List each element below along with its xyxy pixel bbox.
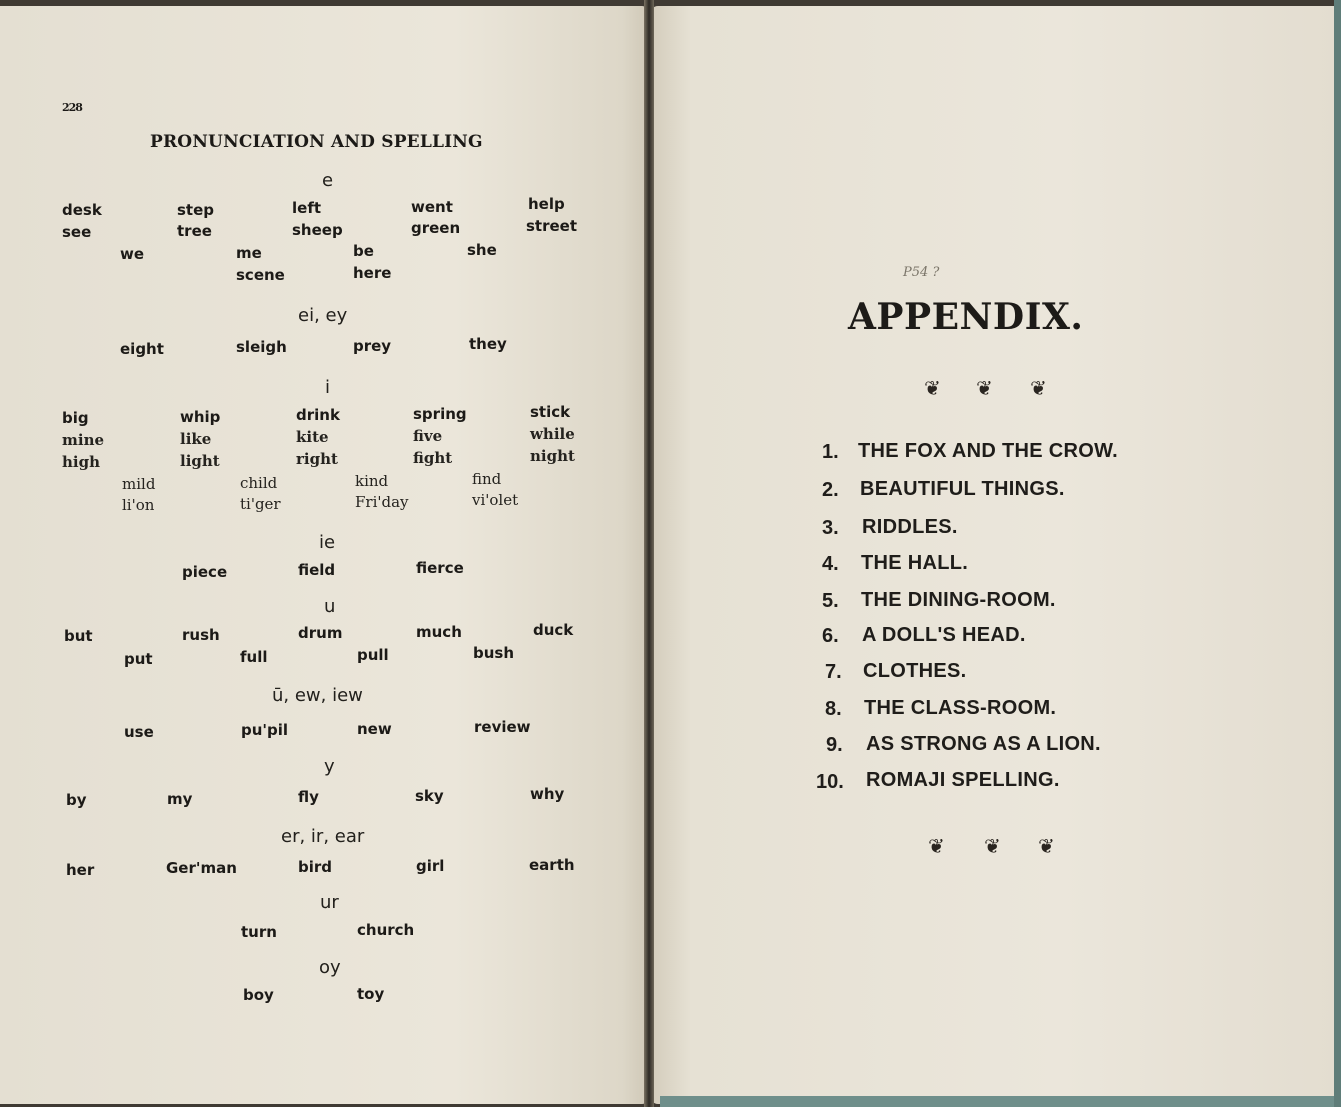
contents-item: THE CLASS-ROOM.: [864, 697, 1057, 719]
word: she: [467, 241, 497, 259]
word: drum: [298, 624, 343, 642]
fleuron-icon: ❦: [924, 376, 941, 400]
word: duck: [533, 621, 574, 639]
section-heading-u-ew-iew: ū, ew, iew: [272, 685, 363, 706]
contents-item: BEAUTIFUL THINGS.: [860, 478, 1065, 500]
word: full: [240, 648, 268, 666]
word: boy: [243, 986, 274, 1004]
word: step: [177, 201, 215, 219]
appendix-title: APPENDIX.: [848, 296, 1084, 338]
word: five: [413, 427, 443, 445]
word: eight: [120, 340, 164, 358]
word: piece: [182, 563, 228, 581]
section-heading-i: i: [325, 377, 331, 398]
contents-number: 3.: [822, 517, 839, 539]
word: like: [180, 430, 212, 448]
section-heading-u: u: [324, 596, 336, 617]
page-title: PRONUNCIATION AND SPELLING: [150, 132, 483, 152]
section-heading-er-ir-ear: er, ir, ear: [281, 826, 365, 847]
word: light: [180, 452, 220, 470]
word: why: [530, 785, 565, 803]
word: toy: [357, 985, 385, 1003]
right-page: [650, 6, 1337, 1104]
word: kite: [296, 428, 329, 446]
word: see: [62, 223, 92, 241]
word: be: [353, 242, 374, 260]
word: went: [411, 198, 453, 216]
word: high: [62, 453, 100, 471]
fleuron-icon: ❦: [1030, 376, 1047, 400]
word: left: [292, 199, 322, 217]
word: church: [357, 921, 415, 939]
word: me: [236, 244, 262, 262]
contents-number: 5.: [822, 590, 839, 612]
word: whip: [180, 408, 221, 426]
word: fight: [413, 449, 453, 467]
contents-item: RIDDLES.: [862, 516, 958, 538]
word: her: [66, 861, 95, 879]
word: but: [64, 627, 93, 645]
word: sky: [415, 787, 444, 805]
section-heading-ur: ur: [320, 892, 339, 913]
word: pull: [357, 646, 389, 664]
word: my: [167, 790, 193, 808]
fleuron-icon: ❦: [1038, 834, 1055, 858]
contents-number: 10.: [816, 771, 844, 793]
word: use: [124, 723, 154, 741]
word: turn: [241, 923, 277, 941]
section-heading-oy: oy: [319, 957, 341, 978]
page-number: 228: [62, 101, 82, 114]
contents-item: THE HALL.: [861, 552, 969, 574]
word: street: [526, 217, 578, 235]
contents-number: 2.: [822, 479, 839, 501]
section-heading-e: e: [322, 170, 334, 191]
word: child: [240, 474, 278, 492]
pencil-annotation: P54 ?: [903, 265, 940, 280]
word: vi'olet: [472, 491, 519, 509]
word: stick: [530, 403, 571, 421]
book-cover-edge: [660, 1096, 1341, 1107]
word: much: [416, 623, 462, 641]
word: put: [124, 650, 153, 668]
contents-number: 6.: [822, 625, 839, 647]
word: fly: [298, 788, 319, 806]
word: field: [298, 561, 336, 579]
word: here: [353, 264, 392, 282]
contents-item: ROMAJI SPELLING.: [866, 769, 1060, 791]
word: sleigh: [236, 338, 287, 356]
word: pu'pil: [241, 721, 289, 739]
word: girl: [416, 857, 445, 875]
word: green: [411, 219, 461, 237]
contents-number: 9.: [826, 734, 843, 756]
word: sheep: [292, 221, 343, 239]
contents-item: AS STRONG AS A LION.: [866, 733, 1101, 755]
contents-item: CLOTHES.: [863, 660, 967, 682]
word: they: [469, 335, 507, 353]
book-cover-edge-right: [1334, 0, 1341, 1107]
word: find: [472, 470, 502, 488]
word: right: [296, 450, 338, 468]
word: kind: [355, 472, 389, 490]
contents-number: 8.: [825, 698, 842, 720]
word: bird: [298, 858, 333, 876]
word: night: [530, 447, 575, 465]
word: rush: [182, 626, 220, 644]
contents-number: 7.: [825, 661, 842, 683]
contents-item: THE FOX AND THE CROW.: [858, 440, 1119, 462]
word: new: [357, 720, 392, 738]
section-heading-y: y: [324, 756, 335, 777]
word: Ger'man: [166, 859, 237, 877]
word: mine: [62, 431, 105, 449]
book-gutter: [644, 0, 654, 1107]
word: spring: [413, 405, 467, 423]
word: drink: [296, 406, 340, 424]
word: Fri'day: [355, 493, 409, 511]
fleuron-icon: ❦: [976, 376, 993, 400]
word: mild: [122, 475, 156, 493]
word: scene: [236, 266, 285, 284]
section-heading-ei-ey: ei, ey: [298, 305, 348, 326]
word: fierce: [416, 559, 464, 577]
word: desk: [62, 201, 102, 219]
word: li'on: [122, 496, 155, 514]
word: big: [62, 409, 89, 427]
word: tree: [177, 222, 212, 240]
contents-number: 1.: [822, 441, 839, 463]
word: bush: [473, 644, 515, 662]
fleuron-icon: ❦: [984, 834, 1001, 858]
word: review: [474, 718, 531, 736]
word: ti'ger: [240, 495, 281, 513]
word: help: [528, 195, 565, 213]
fleuron-icon: ❦: [928, 834, 945, 858]
word: by: [66, 791, 87, 809]
contents-item: THE DINING-ROOM.: [861, 589, 1056, 611]
word: prey: [353, 337, 392, 355]
contents-number: 4.: [822, 553, 839, 575]
word: earth: [529, 856, 575, 874]
word: while: [530, 425, 575, 443]
section-heading-ie: ie: [319, 532, 336, 553]
contents-item: A DOLL'S HEAD.: [862, 624, 1026, 646]
word: we: [120, 245, 145, 263]
